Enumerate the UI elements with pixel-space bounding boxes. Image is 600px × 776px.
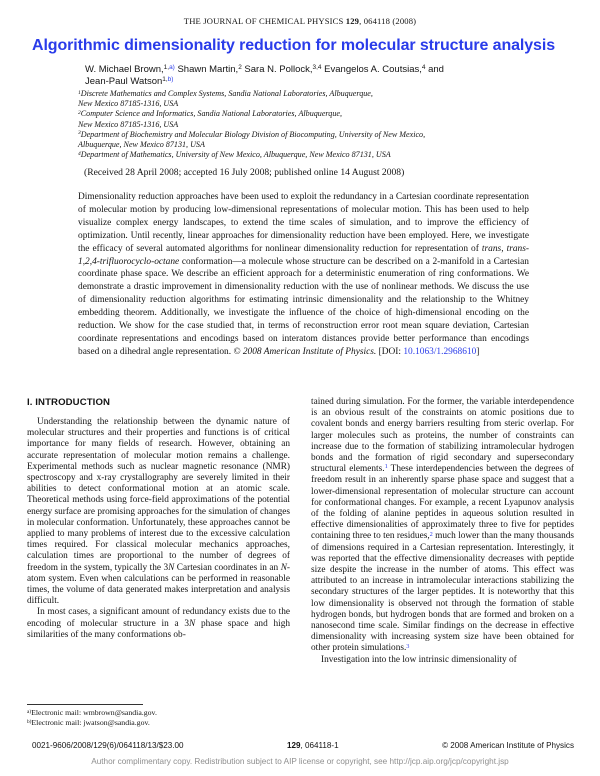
author-line-1 (85, 64, 580, 76)
footnote (27, 708, 290, 718)
reference-link[interactable]: 3 (406, 642, 410, 650)
author-affiliation-superscript: 2 (238, 64, 242, 72)
article-title: Algorithmic dimensionality reduction for molecular structure analysis (32, 37, 555, 54)
doi-link[interactable]: 10.1063/1.2968610 (403, 346, 477, 357)
affiliation-number: 2 (78, 109, 81, 116)
footer-issn: 0021-9606/2008/129(6)/064118/13/$23.00 (32, 741, 184, 750)
journal-issue: , 064118 (2008) (359, 16, 417, 26)
section-heading: I. INTRODUCTION (27, 397, 111, 408)
affiliation: $^2$Computer Science and Informatics, Sandia National Laboratories, Albuquerque, New Mexico 87185-1316, USA (78, 109, 342, 129)
body-paragraph: tained during simulation. For the former, the variable interdependence is an obvious result of the constraints on atomic positions due to covalent bonds and energy barriers resulting from steric overlap. For larger molecules such as proteins, the number of constraints can increase due to the formation of stabilizing intramolecular hydrogen bonds and the formation of rigid secondary and supersecondary structural elements.$^1$ These interdependencies between the degrees of freedom result in an inherently sparse phase space and suggest that a lower-dimensional representation of molecular structure can account for conformational changes. For example, a recent Lyapunov analysis of the folding of alanine peptides in aqueous solution resulted in effective dimensionalities of approximately three to five for peptides containing three to ten residues,$^2$ much lower than the many thousands of dimensions required in a Cartesian representation. Interestingly, it was reported that the effective dimensionality decreases with peptide size despite the increase in the number of atoms. This effect was attributed to an increase in intramolecular interactions stabilizing the secondary structures of the larger peptides. It is noteworthy that this low dimensionality is observed not through the formation of stable hydrogen bonds, but hydrogen bonds that are formed and broken on a nanosecond time scale. Similar findings on the decrease in effective dimensionality with increasing system size have been obtained for other protein simulations.$^3$ (311, 397, 575, 654)
journal-name: THE JOURNAL OF CHEMICAL PHYSICS (183, 16, 346, 26)
footer-page-number: 129, 064118-1 (286, 741, 339, 750)
right-column (311, 397, 574, 728)
author-conjunction: and (428, 64, 444, 75)
molecule-name: trans, trans-1,2,4-trifluorocyclo-octane (78, 243, 529, 267)
footer-copyright: © 2008 American Institute of Physics (442, 741, 574, 750)
body-paragraph: In most cases, a significant amount of redundancy exists due to the encoding of molecular structure in a 3N phase space and high similarities of the many conformations ob- (27, 607, 290, 640)
author-list (85, 64, 580, 87)
author-affiliation-superscript: 3,4 (312, 64, 322, 72)
body-paragraph: Investigation into the low intrinsic dimensionality of (321, 654, 517, 665)
affiliation-number: 1 (78, 89, 81, 96)
footnote-rule (27, 704, 143, 705)
author-line-2 (85, 76, 580, 88)
footnote-text: Electronic mail: wmbrown@sandia.gov. (31, 708, 157, 718)
author-footnote-link[interactable]: b) (167, 75, 174, 83)
author-name: Sara N. Pollock, (244, 64, 313, 75)
footnote-marker: a) (27, 709, 32, 716)
body-paragraph: Understanding the relationship between the dynamic nature of molecular structures and their properties and functions is of critical importance for many fields of research. However, obtaining an accurate representation of molecular motion remains a challenge. Experimental methods such as nuclear magnetic resonance (NMR) spectroscopy and x-ray crystallography are severely limited in their abilities to detect conformational motion at an atomic scale. Theoretical methods using force-field approximations of the potential energy surface are promising approaches for the simulation of changes in molecular conformation. Unfortunately, these approaches cannot be applied to many problems of interest due to the excessive calculation times required. For classical molecular mechanics approaches, calculation times are proportional to the number of degrees of freedom in the system, typically the 3N Cartesian coordinates in an N-atom system. Even when calculations can be performed in reasonable times, the volume of data generated makes interpretation and analysis difficult. (27, 417, 290, 607)
abstract: Dimensionality reduction approaches have been used to exploit the redundancy in a Cartesian coordinate representation of molecular motion by producing low-dimensional representations of molecular motion. This has been used to help visualize complex energy landscapes, to extend the time scales of simulation, and to improve the efficiency of optimization. Until recently, linear approaches for dimensionality reduction have been employed. Here, we investigate the efficacy of several automated algorithms for nonlinear dimensionality reduction for representation of trans, trans-1,2,4-trifluorocyclo-octane conformation—a molecule whose structure can be described on a 2-manifold in a Cartesian coordinate phase space. We describe an efficient approach for a deterministic enumeration of ring conformations. We demonstrate a drastic improvement in dimensionality reduction with the use of nonlinear methods. We discuss the use of dimensionality reduction algorithms for estimating intrinsic dimensionality and the relationship to the Whitney embedding theorem. Additionally, we investigate the influence of the choice of high-dimensional encoding on the reduction. We show for the case studied that, in terms of reconstruction error root mean square deviation, Cartesian coordinate representations and encodings based on interatom distances provide better performance than encodings based on a dihedral angle representation. © 2008 American Institute of Physics. [DOI: 10.1063/1.2968610] (78, 192, 529, 357)
footnote-block (27, 704, 290, 728)
copyright-line: © 2008 American Institute of Physics. (233, 346, 377, 357)
journal-volume: 129 (345, 16, 360, 26)
author-name: W. Michael Brown, (85, 64, 164, 75)
footnote (27, 718, 290, 728)
author-affiliation-superscript: 4 (421, 64, 426, 72)
author-name: Jean-Paul Watson (85, 75, 163, 87)
reference-link[interactable]: 1 (384, 463, 388, 471)
left-column (27, 397, 290, 728)
author-affiliation-superscript: 1, (162, 75, 168, 83)
reference-link[interactable]: 2 (429, 530, 433, 538)
affiliation: $^4$Department of Mathematics, University of New Mexico, Albuquerque, New Mexico 87131, USA (78, 150, 391, 160)
page-footer (32, 741, 574, 750)
journal-header (0, 16, 600, 26)
author-footnote-link[interactable]: a) (169, 64, 175, 72)
affiliation: $^1$Discrete Mathematics and Complex Systems, Sandia National Laboratories, Albuquerque, New Mexico 87185-1316, USA (78, 89, 373, 109)
body-columns (27, 397, 574, 728)
copyright-notice: Author complimentary copy. Redistribution subject to AIP license or copyright, see http://jcp.aip.org/jcp/copyright.jsp (91, 757, 509, 766)
footnote-text: Electronic mail: jwatson@sandia.gov. (31, 718, 150, 728)
affiliation-list (78, 89, 425, 160)
affiliation: $^3$Department of Biochemistry and Molecular Biology Division of Biocomputing, University of New Mexico, Albuquerque, New Mexico 87131, USA (78, 129, 426, 150)
author-name: Shawn Martin, (177, 64, 239, 75)
affiliation-number: 4 (78, 150, 81, 157)
author-name: Evangelos A. Coutsias, (324, 64, 422, 75)
affiliation-number: 3 (78, 130, 81, 137)
footnote-marker: b) (27, 718, 32, 725)
received-dates: (Received 28 April 2008; accepted 16 July 2008; published online 14 August 2008) (84, 167, 405, 178)
author-affiliation-superscript: 1, (163, 64, 170, 72)
